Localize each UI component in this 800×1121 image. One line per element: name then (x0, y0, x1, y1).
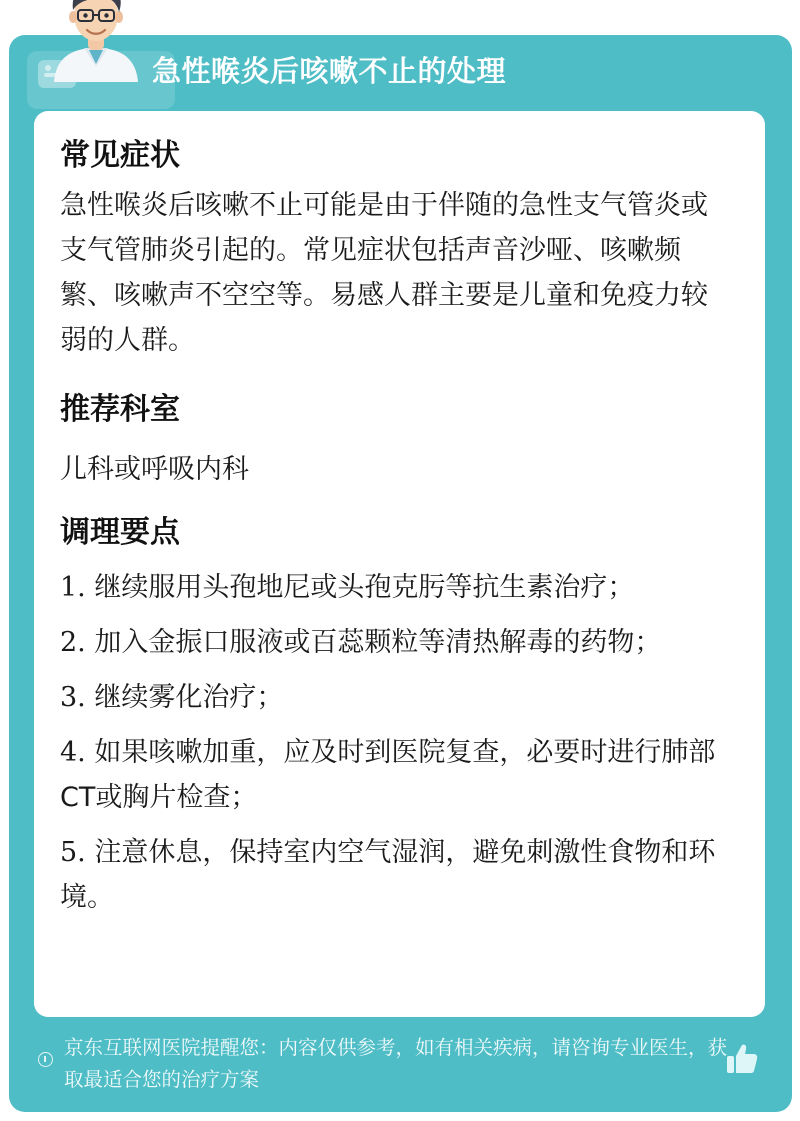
list-item (60, 830, 730, 920)
list-item-number: 2. (60, 627, 86, 658)
thumbs-up-icon[interactable] (725, 1042, 759, 1076)
list-item (60, 620, 730, 665)
section-title-symptoms: 常见症状 (60, 138, 180, 173)
list-item-number: 1. (60, 572, 86, 603)
section-title-care: 调理要点 (60, 515, 180, 550)
section-body-symptoms: 急性喉炎后咳嗽不止可能是由于伴随的急性支气管炎或支气管肺炎引起的。常见症状包括声音沙哑、咳嗽频繁、咳嗽声不空空等。易感人群主要是儿童和免疫力较弱的人群。 (60, 190, 708, 356)
list-item (60, 675, 730, 720)
list-item-text: 继续雾化治疗； (94, 682, 284, 713)
content-card (34, 111, 765, 1017)
list-item-number: 4. (60, 737, 86, 768)
article-panel (9, 35, 792, 1112)
list-item (60, 565, 730, 610)
list-item-text: 继续服用头孢地尼或头孢克肟等抗生素治疗； (94, 572, 635, 603)
list-item-text: 如果咳嗽加重，应及时到医院复查，必要时进行肺部CT或胸片检查； (60, 737, 716, 813)
page-title: 急性喉炎后咳嗽不止的处理 (152, 54, 507, 88)
footer (27, 1032, 757, 1102)
doctor-avatar (40, 0, 152, 82)
list-item-text: 注意休息，保持室内空气湿润，避免刺激性食物和环境。 (60, 837, 716, 913)
care-list (60, 565, 730, 930)
list-item-number: 3. (60, 682, 86, 713)
list-item (60, 730, 730, 820)
info-icon (38, 1052, 53, 1067)
section-title-department: 推荐科室 (60, 392, 180, 427)
list-item-text: 加入金振口服液或百蕊颗粒等清热解毒的药物； (94, 627, 662, 658)
list-item-number: 5. (60, 837, 86, 868)
footer-disclaimer: 京东互联网医院提醒您：内容仅供参考，如有相关疾病，请咨询专业医生，获取最适合您的治疗方案 (64, 1036, 728, 1091)
section-body-department: 儿科或呼吸内科 (60, 454, 249, 485)
